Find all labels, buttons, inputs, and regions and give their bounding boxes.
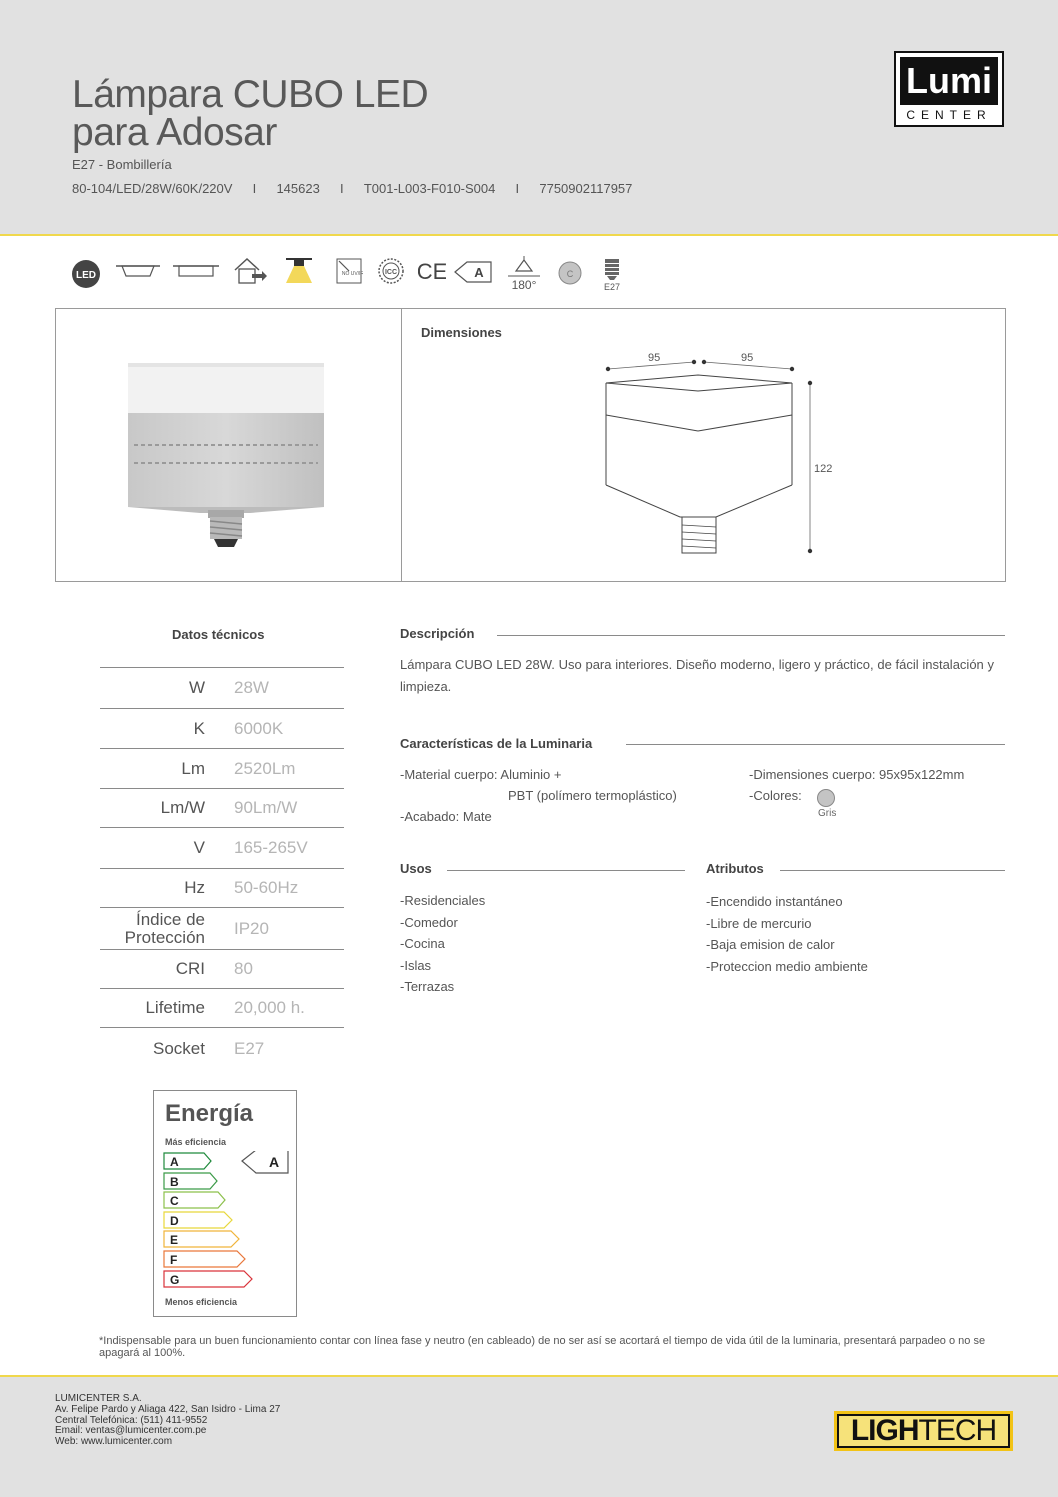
led-badge-icon (70, 258, 102, 295)
color-swatch-icon (556, 259, 584, 292)
beam-angle-text: 180° (511, 278, 537, 292)
spec-label: Hz (184, 878, 205, 897)
list-item: -Islas (400, 957, 432, 973)
code-separator: I (252, 181, 257, 196)
descripcion-text: Lámpara CUBO LED 28W. Uso para interiores. Diseño moderno, ligero y práctico, de fácil instalación y limpieza. (400, 657, 994, 694)
energy-class-e: E (170, 1233, 179, 1247)
list-item: -Terrazas (400, 979, 455, 994)
no-uv-ir-text: NO UV/IR (341, 271, 363, 277)
product-photo (120, 355, 340, 560)
spec-value: IP20 (234, 918, 269, 938)
footer-web[interactable]: Web: www.lumicenter.com (55, 1436, 173, 1448)
product-code-family: T001-L003-F010-S004 (363, 181, 496, 196)
energy-more-label: Más eficiencia (165, 1137, 227, 1147)
list-item: -Baja emision de calor (706, 937, 835, 952)
usos-title: Usos (400, 861, 446, 876)
footer-phone: Central Telefónica: (511) 411-9552 (55, 1414, 208, 1426)
energy-class-c: C (170, 1194, 179, 1208)
footer-company: LUMICENTER S.A. (55, 1393, 142, 1404)
led-badge-text: LED (76, 270, 96, 281)
acabado-text: -Acabado: Mate (400, 809, 492, 824)
energy-class-g: G (170, 1273, 180, 1287)
no-uv-ir-icon (335, 257, 363, 290)
material-text-line2: PBT (polímero termoplástico) (508, 788, 677, 803)
spec-row-hz (100, 868, 344, 907)
spec-row-cri (100, 949, 344, 988)
list-item: -Residenciales (400, 893, 486, 908)
footer-contact (55, 1394, 280, 1448)
socket-text: E27 (603, 282, 621, 292)
energy-title: Energía (165, 1100, 254, 1127)
icc-seal-icon (377, 257, 405, 290)
ce-text: CE (418, 259, 446, 284)
energy-class-f: F (170, 1253, 178, 1267)
footer-email[interactable]: Email: ventas@lumicenter.com.pe (55, 1425, 207, 1437)
feature-icon-bar (70, 256, 630, 296)
spec-label: Lm/W (160, 798, 205, 817)
spec-label: Socket (153, 1039, 205, 1058)
spec-row-socket (100, 1027, 344, 1070)
surface-mount-icon (171, 262, 221, 287)
spec-value: 2520Lm (234, 758, 296, 778)
e27-socket-icon (599, 257, 625, 298)
product-code-sku: 145623 (276, 181, 320, 196)
lumicenter-logo (894, 51, 1004, 127)
title-line-2: para Adosar (72, 111, 277, 154)
dim-height-label: 122 (814, 463, 833, 475)
energy-label (153, 1090, 297, 1317)
caracteristicas-title: Características de la Luminaria (400, 736, 606, 751)
usos-rule (447, 870, 685, 871)
code-separator: I (515, 181, 520, 196)
spec-label: V (193, 838, 205, 857)
spec-label: Índice de Protección (124, 909, 205, 947)
product-codes (72, 181, 632, 196)
spec-row-v (100, 827, 344, 868)
atributos-rule (780, 870, 1005, 871)
dimensions-drawing (590, 345, 850, 570)
icc-text: ICC (384, 269, 398, 276)
logo-lumi: Lumi (900, 57, 998, 105)
energy-class-text: A (474, 265, 484, 280)
spec-label: Lifetime (145, 998, 205, 1017)
spec-value: 28W (234, 678, 269, 697)
atributos-list (706, 891, 868, 977)
product-subtitle: E27 - Bombillería (72, 157, 172, 172)
ce-mark-icon (418, 258, 446, 289)
frame-divider (401, 308, 402, 582)
spec-value: 6000K (234, 718, 284, 738)
color-letter-text: C (566, 269, 574, 279)
spec-label: Lm (181, 758, 205, 778)
recessed-downlight-icon (114, 262, 162, 287)
footer-address: Av. Felipe Pardo y Aliaga 422, San Isidro - Lima 27 (55, 1403, 281, 1415)
dimensions-title: Dimensiones (421, 325, 502, 340)
dim-depth-label: 95 (741, 352, 754, 364)
datos-tecnicos-title: Datos técnicos (172, 627, 265, 642)
spec-value: 165-265V (234, 838, 308, 857)
spec-value: 90Lm/W (234, 798, 298, 817)
list-item: -Proteccion medio ambiente (706, 958, 868, 974)
lightech-bold: LIGH (850, 1414, 919, 1447)
spec-row-k (100, 708, 344, 748)
colores-label: -Colores: (749, 788, 802, 803)
spec-value: 80 (234, 959, 253, 978)
spec-table (100, 667, 344, 1070)
product-code-model: 80-104/LED/28W/60K/220V (72, 181, 233, 196)
list-item: -Comedor (400, 914, 458, 930)
product-code-ean: 7750902117957 (539, 181, 633, 196)
energy-less-label: Menos eficiencia (165, 1297, 238, 1307)
descripcion-rule (497, 635, 1005, 636)
caracteristicas-rule (626, 744, 1005, 745)
energy-class-b: B (170, 1175, 179, 1189)
beam-angle-icon (506, 254, 542, 299)
spec-row-lifetime (100, 988, 344, 1027)
descripcion-title: Descripción (400, 626, 488, 641)
list-item: -Libre de mercurio (706, 915, 812, 931)
spec-row-lmw (100, 788, 344, 827)
spec-value: E27 (234, 1039, 265, 1058)
indoor-house-icon (232, 256, 268, 291)
footnote: *Indispensable para un buen funcionamiento contar con línea fase y neutro (en cableado) de no ser así se acortará el tiempo de vida útil de la luminaria, presentará parpadeo o no se apagará al 100%. (99, 1335, 986, 1359)
lightech-thin: TECH (918, 1414, 997, 1447)
color-name-label: Gris (818, 808, 837, 819)
lightech-wordmark (837, 1414, 1010, 1448)
spec-value: 50-60Hz (234, 878, 299, 897)
spec-row-lm (100, 748, 344, 788)
dim-width-label: 95 (648, 352, 661, 364)
page-title (72, 73, 429, 154)
energy-class-a: A (170, 1155, 179, 1169)
spec-row-ip (100, 907, 344, 949)
title-line-1: Lámpara CUBO LED (72, 73, 429, 116)
code-separator: I (340, 181, 344, 196)
usos-list (400, 890, 485, 998)
lightech-logo (834, 1411, 1013, 1451)
logo-center: CENTER (906, 108, 992, 122)
spec-label: W (188, 678, 205, 697)
list-item: -Cocina (400, 936, 445, 951)
color-swatch-gris (817, 789, 835, 807)
energy-scale (162, 1151, 292, 1291)
energy-class-d: D (170, 1214, 179, 1228)
energy-selected-class: A (268, 1154, 280, 1170)
energy-class-icon (453, 260, 493, 289)
ceiling-light-icon (284, 256, 314, 291)
atributos-title: Atributos (706, 861, 778, 876)
spec-value: 20,000 h. (234, 998, 305, 1017)
spec-label: K (193, 718, 205, 738)
list-item: -Encendido instantáneo (706, 894, 843, 909)
dimensiones-cuerpo-text: -Dimensiones cuerpo: 95x95x122mm (749, 767, 965, 782)
spec-label: CRI (175, 959, 205, 978)
material-text: -Material cuerpo: Aluminio + (400, 767, 562, 782)
spec-row-w (100, 667, 344, 708)
